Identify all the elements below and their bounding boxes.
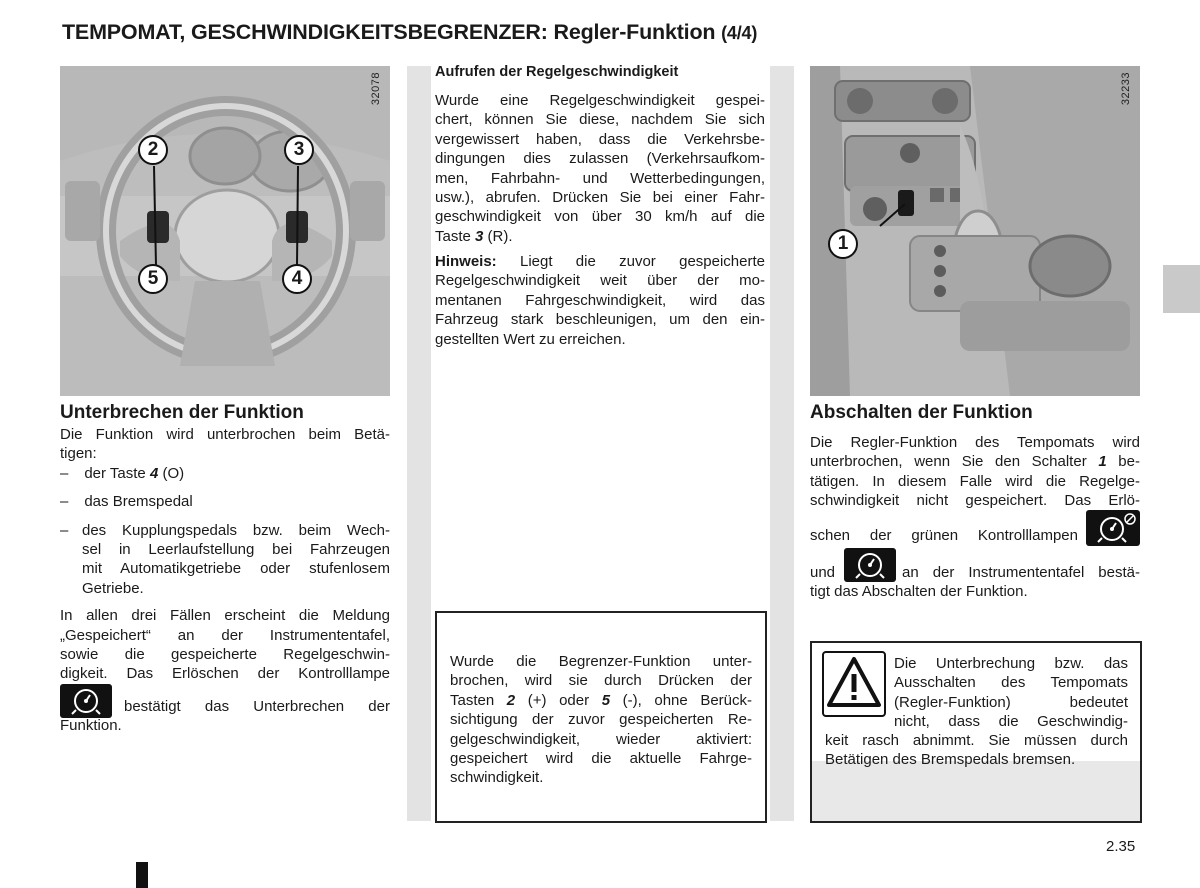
text-line: (Regler-Funktion) bedeutet <box>894 693 1128 711</box>
text-part: Liegt die zuvor gespeicherte <box>496 253 765 270</box>
interrupt-text <box>60 425 390 684</box>
text-line: Wurde die Begrenzer-Funktion unter- <box>450 653 752 670</box>
text-part: unterbrochen, wenn Sie den Schalter <box>810 453 1099 471</box>
crop-mark <box>136 862 148 888</box>
text-line: sichtigung der zuvor gespeicherten Re- <box>450 711 752 729</box>
limiter-note-box <box>435 611 767 823</box>
section-heading-disable: Abschalten der Funktion <box>810 402 1033 423</box>
list-item <box>60 492 390 511</box>
text-line: mentanen Fahrgeschwindigkeit, wird das <box>435 291 765 309</box>
confirm-text-2: Funktion. <box>60 717 122 734</box>
after-icon-text: an der Instrumententafel bestä- <box>902 564 1140 581</box>
text-part: (+) oder <box>515 691 602 709</box>
message-paragraph <box>60 606 390 684</box>
title-main: TEMPOMAT, GESCHWINDIGKEITSBEGRENZER: Regler-Funktion <box>62 20 716 44</box>
chapter-tab <box>1163 265 1200 313</box>
text-line: Die Regler-Funktion des Tempomats wird <box>810 434 1140 451</box>
callout-2: 2 <box>138 135 168 165</box>
text-line: dingungen dies zulassen (Verkehrsaufkom- <box>435 150 765 168</box>
text-part: Taste <box>435 227 476 245</box>
cruise-control-speed-limiter-icon <box>1086 510 1140 546</box>
und-text: und <box>810 564 836 581</box>
column-divider-right <box>770 66 794 821</box>
warning-box <box>810 641 1142 823</box>
text-line: Die Funktion wird unterbrochen beim Betä- <box>60 426 390 443</box>
callout-4: 4 <box>282 264 312 294</box>
text-line: digkeit. Das Erlöschen der Kontrolllampe <box>60 665 390 683</box>
text-line: „Gespeichert“ an der Instrumententafel, <box>60 626 390 644</box>
text-line: Fahrzeug stark beschleunigen, um den ein- <box>435 311 765 329</box>
text-line: Ausschalten des Tempomats <box>894 674 1128 692</box>
title-part: (4/4) <box>721 23 758 43</box>
key-number: 1 <box>1098 453 1107 471</box>
callout-3: 3 <box>284 135 314 165</box>
text-line: mit Automatikgetriebe oder stufenlosem <box>82 560 390 578</box>
text-line: gespeichert wird die aktuelle Fahrge- <box>450 750 752 768</box>
callout-5: 5 <box>138 264 168 294</box>
text-line: gestellten Wert zu erreichen. <box>435 330 626 348</box>
text-line <box>435 227 765 246</box>
center-console-image <box>810 66 1140 396</box>
hint-label: Hinweis: <box>435 253 497 270</box>
hint-paragraph <box>435 252 765 349</box>
text-line: Die Unterbrechung bzw. das <box>894 655 1128 672</box>
lamp-line: schen der grünen Kontrolllampen <box>810 527 1078 544</box>
center-console-drawing <box>810 66 1140 396</box>
cruise-control-speedometer-icon <box>60 684 112 718</box>
text-line: In allen drei Fällen erscheint die Meldung <box>60 607 390 625</box>
text-part: be- <box>1106 453 1140 471</box>
steering-wheel-drawing <box>60 66 390 396</box>
text-line: Wurde eine Regelgeschwindigkeit gespei- <box>435 92 765 109</box>
section-heading-recall: Aufrufen der Regelgeschwindigkeit <box>435 64 679 80</box>
text-line: tätigen. In diesem Falle wird die Regelge- <box>810 472 1140 490</box>
list-dash: – <box>60 521 69 539</box>
list-item <box>60 464 390 483</box>
warning-text-short <box>894 654 1128 732</box>
confirm-text: bestätigt das Unterbrechen der <box>124 698 390 715</box>
list-text: (O) <box>158 464 185 482</box>
text-line: chert, können Sie diese, nachdem Sie sich <box>435 111 765 129</box>
list-item <box>60 521 390 599</box>
text-line <box>435 252 765 271</box>
recall-paragraph <box>435 91 765 246</box>
text-line: brochen, wird sie durch Drücken der <box>450 672 752 690</box>
interrupt-intro <box>60 425 390 464</box>
text-line: keit rasch abnimmt. Sie müssen durch <box>825 732 1128 749</box>
text-line: Getriebe. <box>82 579 144 597</box>
list-text: der Taste <box>84 464 150 482</box>
text-line: schwindigkeit. <box>450 769 544 787</box>
text-line <box>450 691 752 710</box>
text-line: sowie die gespeicherte Regelgeschwin- <box>60 646 390 664</box>
key-number: 2 <box>506 691 516 709</box>
limiter-note-text <box>450 652 752 788</box>
list-dash: – <box>60 464 69 482</box>
last-line: tigt das Abschalten der Funktion. <box>810 583 1028 600</box>
list-text <box>82 521 390 599</box>
warning-triangle-icon <box>822 651 886 717</box>
text-line: geschwindigkeit von über 30 km/h auf die <box>435 208 765 226</box>
text-line: des Kupplungspedals bzw. beim Wech- <box>82 521 390 539</box>
text-line: schwindigkeit nicht gespeichert. Das Erlö- <box>810 492 1140 510</box>
callout-1: 1 <box>828 229 858 259</box>
text-line: gelgeschwindigkeit, wieder aktiviert: <box>450 730 752 748</box>
list-text: das Bremspedal <box>84 493 193 511</box>
text-line: vergewissert haben, dass die Verkehrsbe- <box>435 130 765 148</box>
steering-wheel-image <box>60 66 390 396</box>
text-line: Regelgeschwindigkeit weit über der mo- <box>435 272 765 290</box>
list-dash: – <box>60 493 69 511</box>
text-part: (-), ohne Berück- <box>610 691 752 709</box>
key-number: 3 <box>475 227 484 245</box>
image-number: 32078 <box>370 72 382 106</box>
text-line <box>810 452 1140 471</box>
page-title <box>62 20 757 45</box>
warning-text-long <box>825 731 1128 770</box>
text-line: tigen: <box>60 445 97 463</box>
text-line: Betätigen des Bremspedals bremsen. <box>825 751 1076 769</box>
text-part: (R). <box>483 227 513 245</box>
text-line: usw.), abrufen. Drücken Sie bei einer Fahr- <box>435 189 765 207</box>
cruise-control-speedometer-icon <box>844 548 896 582</box>
text-line: sel in Leerlaufstellung bei Fahrzeugen <box>82 541 390 559</box>
column-divider-left <box>407 66 431 821</box>
image-number: 32233 <box>1120 72 1132 106</box>
text-line: nicht, dass die Geschwindig- <box>894 713 1128 731</box>
key-number: 4 <box>149 464 159 482</box>
text-part: Tasten <box>450 691 507 709</box>
text-line: men, Fahrbahn- und Wetterbedingungen, <box>435 169 765 187</box>
page-number: 2.35 <box>1106 838 1136 855</box>
key-number: 5 <box>601 691 611 709</box>
section-heading-interrupt: Unterbrechen der Funktion <box>60 402 304 423</box>
disable-paragraph <box>810 433 1140 511</box>
